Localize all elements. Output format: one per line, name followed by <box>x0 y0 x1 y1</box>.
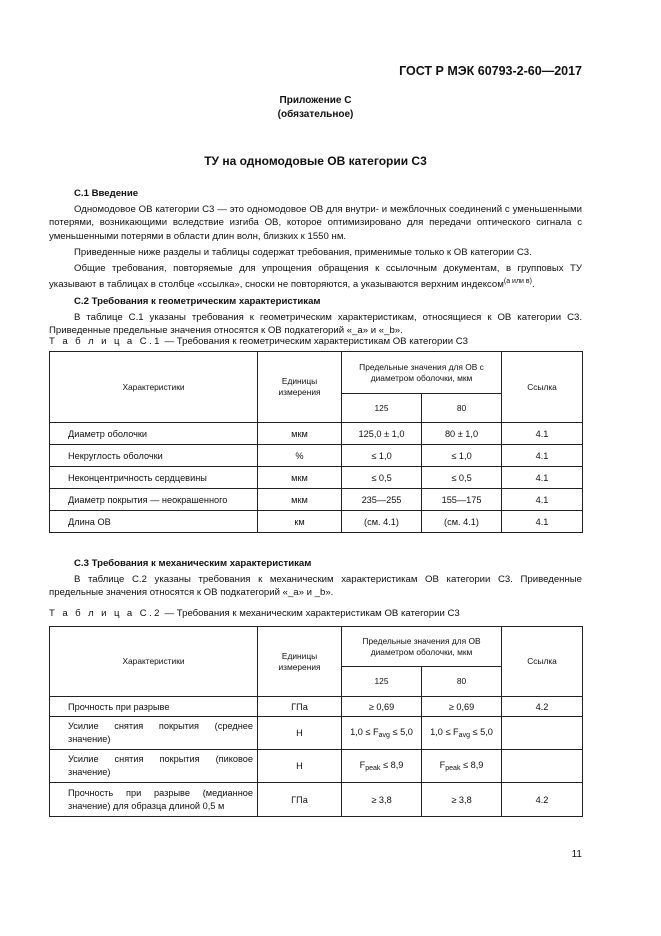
page-number: 11 <box>571 849 582 860</box>
section-c3-paragraph-1: В таблице С.2 указаны требования к механическим характеристикам ОВ категории С3. Приведенные предельные значения относятся к ОВ подкатегорий «_а» и _b». <box>49 574 582 599</box>
section-c1-superscript: (a или в) <box>503 278 532 286</box>
table-cell-value-125: ≥ 3,8 <box>342 783 422 817</box>
table-cell-value-80: 80 ± 1,0 <box>422 423 502 445</box>
table-c1-header-limits: Предельные значения для ОВ с диаметром оболочки, мкм <box>342 352 502 394</box>
table-c1-caption-prefix: Т а б л и ц а С.1 <box>49 336 162 347</box>
table-cell-unit: % <box>258 445 342 467</box>
value-suffix: ≤ 8,9 <box>460 760 484 770</box>
table-cell-unit: мкм <box>258 467 342 489</box>
table-c2-caption-text: — Требования к механическим характеристикам ОВ категории С3 <box>161 608 460 619</box>
table-cell-ref <box>502 717 583 750</box>
table-c1-header-units: Единицы измерения <box>258 352 342 423</box>
table-cell-ref <box>502 750 583 783</box>
value-prefix: F <box>359 760 366 770</box>
table-cell-value-125: 235—255 <box>342 489 422 511</box>
table-cell-unit: ГПа <box>258 783 342 817</box>
table-row <box>50 717 583 750</box>
table-cell-value-125: 125,0 ± 1,0 <box>342 423 422 445</box>
table-cell-characteristic: Длина ОВ <box>50 511 258 533</box>
table-cell-characteristic: Некруглость оболочки <box>50 445 258 467</box>
table-c1-header-characteristic: Характеристики <box>50 352 258 423</box>
section-c3 <box>49 557 582 600</box>
table-c1-header-80: 80 <box>422 394 502 423</box>
table-row <box>50 445 583 467</box>
value-subscript: peak <box>445 765 461 772</box>
table-cell-unit: мкм <box>258 489 342 511</box>
table-cell-value-125: ≤ 1,0 <box>342 445 422 467</box>
table-cell-value-80 <box>422 750 502 783</box>
table-row <box>50 511 583 533</box>
table-cell-ref: 4.1 <box>502 489 583 511</box>
table-cell-characteristic: Усилие снятия покрытия (пиковое значение) <box>50 750 258 783</box>
table-c2-caption <box>49 608 460 619</box>
section-c1 <box>49 187 582 337</box>
table-cell-value-80 <box>422 717 502 750</box>
table-cell-value-125 <box>342 717 422 750</box>
table-cell-value-80: ≤ 0,5 <box>422 467 502 489</box>
table-row <box>50 750 583 783</box>
table-cell-unit: мкм <box>258 423 342 445</box>
table-cell-value-80: ≤ 1,0 <box>422 445 502 467</box>
table-cell-characteristic: Прочность при разрыве (медианное значение) для образца длиной 0,5 м <box>50 783 258 817</box>
table-c1-header-ref: Ссылка <box>502 352 583 423</box>
table-c1-caption <box>49 336 468 347</box>
section-c1-paragraph-3-text: Общие требования, повторяемые для упрощения обращения к ссылочным документам, в групповых ТУ указывают в таблицах в столбце «ссылка», сноски не повторяются, а указываются верхним индексом <box>49 263 582 291</box>
table-cell-characteristic: Усилие снятия покрытия (среднее значение) <box>50 717 258 750</box>
value-subscript: peak <box>365 765 381 772</box>
table-c1 <box>49 351 583 533</box>
table-cell-characteristic: Диаметр покрытия — неокрашенного <box>50 489 258 511</box>
table-row <box>50 423 583 445</box>
table-cell-ref: 4.1 <box>502 423 583 445</box>
section-c1-heading: С.1 Введение <box>74 188 139 199</box>
table-cell-ref: 4.2 <box>502 783 583 817</box>
table-c2-header-limits: Предельные значения для ОВ диаметром оболочки, мкм <box>342 627 502 667</box>
table-c2 <box>49 626 583 817</box>
table-cell-value-125 <box>342 750 422 783</box>
table-c2-header-characteristic: Характеристики <box>50 627 258 697</box>
value-suffix: ≤ 5,0 <box>469 727 493 737</box>
section-c2-heading: С.2 Требования к геометрическим характеристикам <box>74 295 321 307</box>
table-c2-header-80: 80 <box>422 667 502 697</box>
table-cell-characteristic: Неконцентричность сердцевины <box>50 467 258 489</box>
table-cell-value-125: ≤ 0,5 <box>342 467 422 489</box>
value-prefix: 1,0 ≤ F <box>430 727 459 737</box>
value-subscript: avg <box>458 732 470 739</box>
table-c2-caption-prefix: Т а б л и ц а С.2 <box>49 608 162 619</box>
table-cell-ref: 4.1 <box>502 467 583 489</box>
table-cell-unit: Н <box>258 750 342 783</box>
table-cell-ref: 4.1 <box>502 445 583 467</box>
table-cell-value-80: ≥ 3,8 <box>422 783 502 817</box>
document-code: ГОСТ Р МЭК 60793-2-60—2017 <box>399 64 582 78</box>
section-c1-paragraph-3-end: . <box>531 279 535 291</box>
table-cell-characteristic: Прочность при разрыве <box>50 697 258 717</box>
table-c2-header-ref: Ссылка <box>502 627 583 697</box>
table-c1-header-125: 125 <box>342 394 422 423</box>
section-c3-heading: С.3 Требования к механическим характеристикам <box>74 558 312 569</box>
value-suffix: ≤ 5,0 <box>389 727 413 737</box>
table-cell-ref: 4.1 <box>502 511 583 533</box>
value-prefix: F <box>439 760 446 770</box>
table-cell-value-80: ≥ 0,69 <box>422 697 502 717</box>
section-c1-paragraph-2: Приведенные ниже разделы и таблицы содержат требования, применимые только к ОВ категории С3. <box>74 246 532 258</box>
appendix-heading <box>0 94 631 122</box>
table-cell-value-80: 155—175 <box>422 489 502 511</box>
table-cell-ref: 4.2 <box>502 697 583 717</box>
table-cell-characteristic: Диаметр оболочки <box>50 423 258 445</box>
table-cell-unit: км <box>258 511 342 533</box>
value-prefix: 1,0 ≤ F <box>350 727 379 737</box>
table-cell-value-125: ≥ 0,69 <box>342 697 422 717</box>
table-c1-caption-text: — Требования к геометрическим характеристикам ОВ категории С3 <box>161 336 468 347</box>
table-c2-header-125: 125 <box>342 667 422 697</box>
table-row <box>50 489 583 511</box>
section-c2-paragraph-1: В таблице С.1 указаны требования к геометрическим характеристикам, относящиеся к ОВ категории С3. Приведенные предельные значения относятся к ОВ подкатегорий «_а» и «_b». <box>49 311 582 337</box>
table-cell-unit: Н <box>258 717 342 750</box>
table-row <box>50 467 583 489</box>
appendix-status: (обязательное) <box>277 109 354 120</box>
section-c1-paragraph-3 <box>49 262 582 292</box>
table-c2-header-units: Единицы измерения <box>258 627 342 697</box>
table-cell-unit: ГПа <box>258 697 342 717</box>
table-cell-value-125: (см. 4.1) <box>342 511 422 533</box>
value-suffix: ≤ 8,9 <box>380 760 404 770</box>
appendix-label: Приложение С <box>279 95 352 106</box>
section-c1-paragraph-1: Одномодовое ОВ категории С3 — это одномодовое ОВ для внутри- и межблочных соединений с уменьшенными потерями, возникающими вследствие изгиба ОВ, которое оптимизировано для передачи оптического сигнала с уменьшенными потерями в области длин волн, близких к 1550 нм. <box>49 204 582 242</box>
table-row <box>50 697 583 717</box>
appendix-title: ТУ на одномодовые ОВ категории С3 <box>204 154 427 168</box>
table-row <box>50 783 583 817</box>
table-cell-value-80: (см. 4.1) <box>422 511 502 533</box>
value-subscript: avg <box>378 732 390 739</box>
